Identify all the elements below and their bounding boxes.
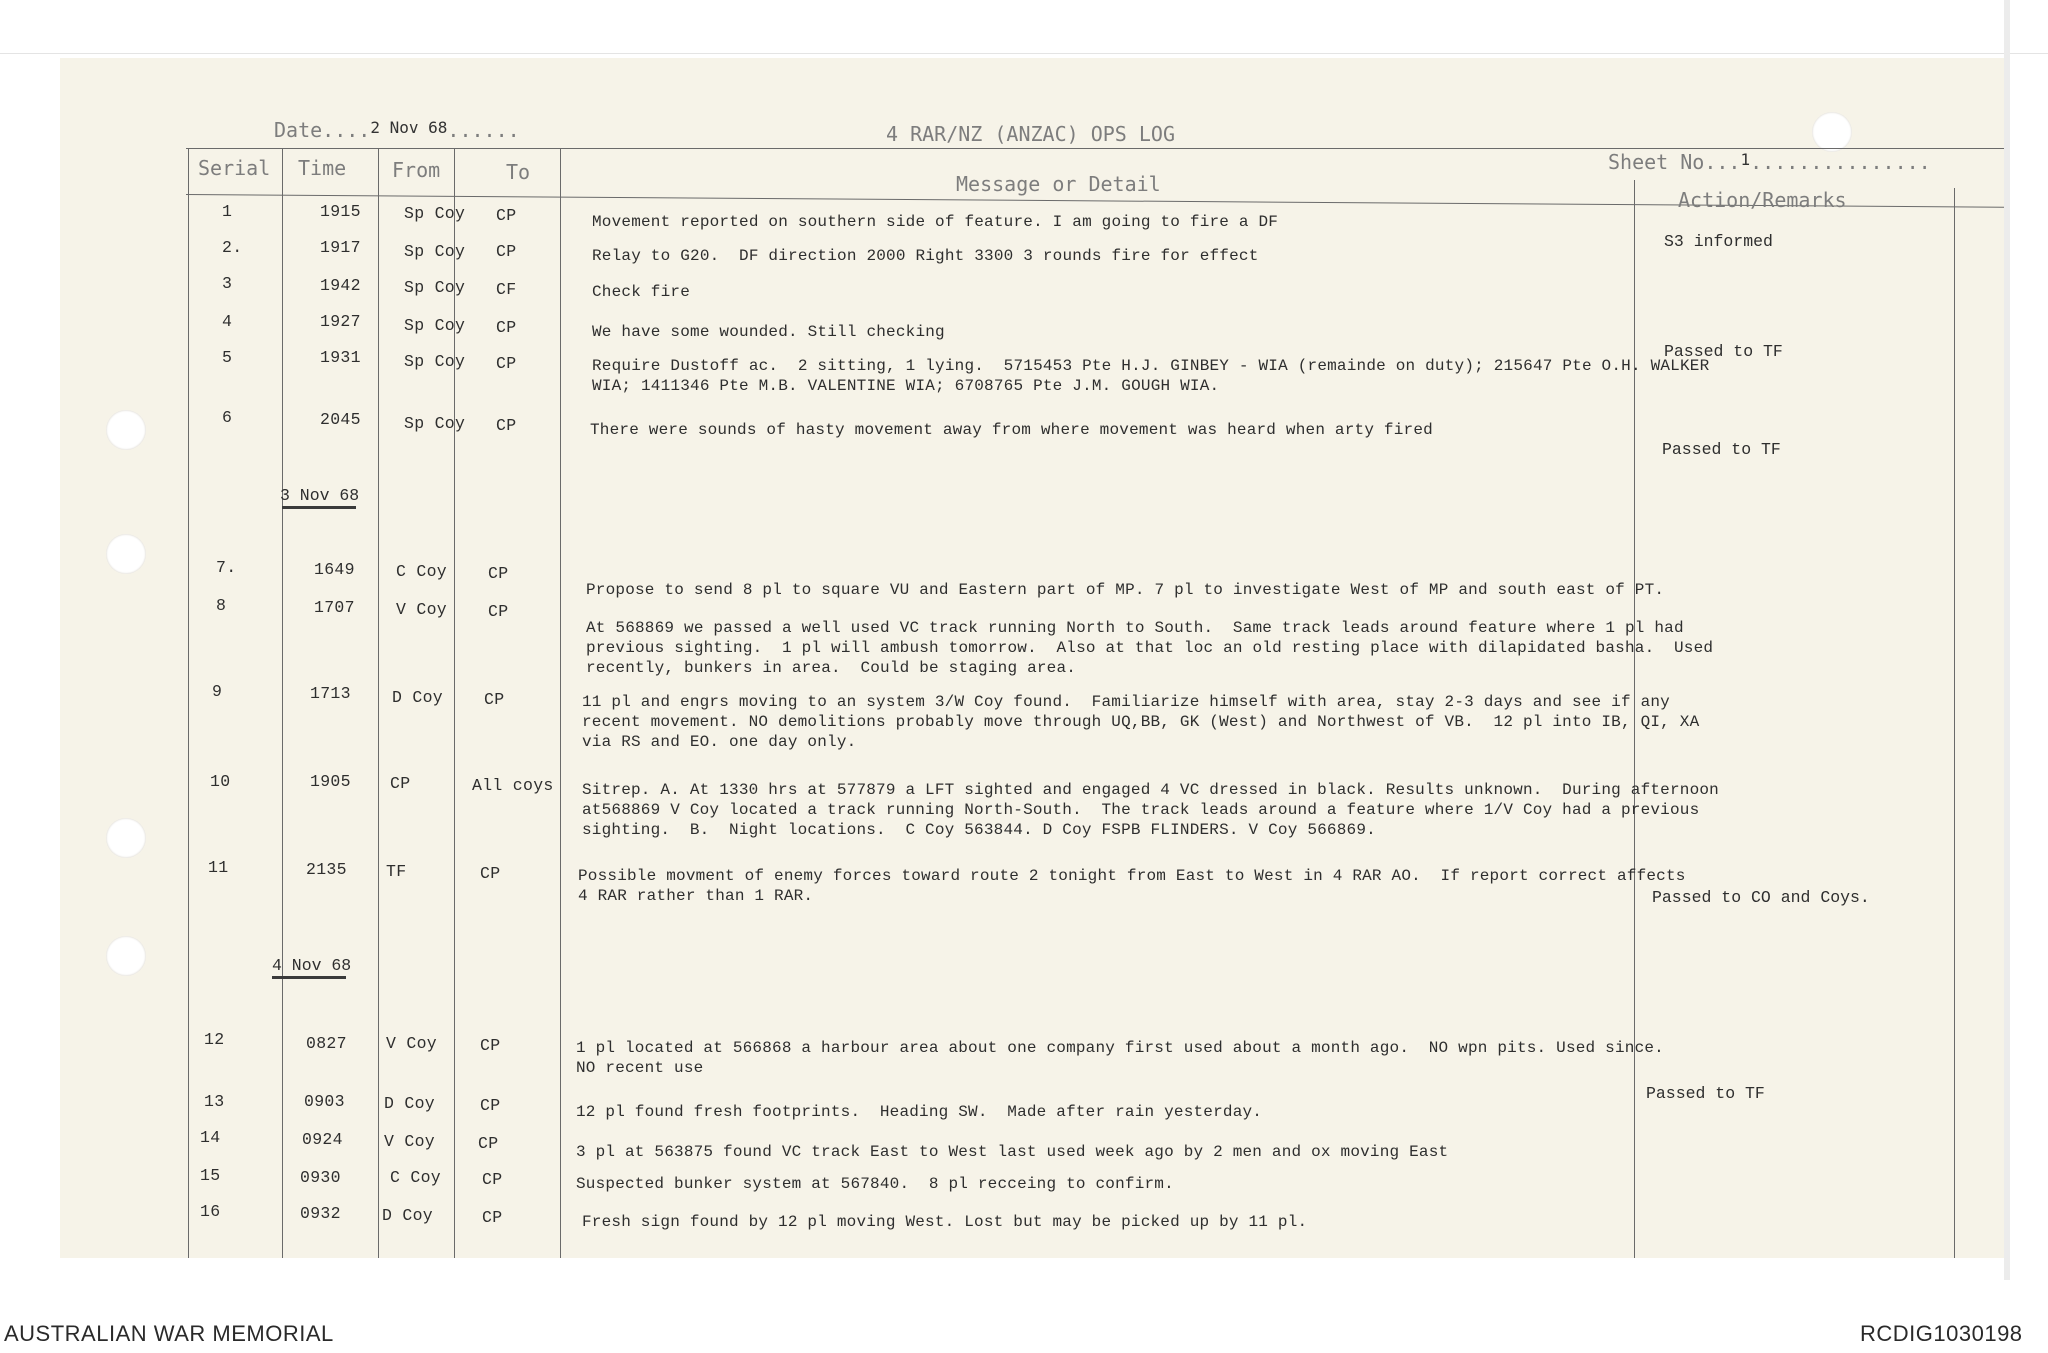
serial-cell: 2. bbox=[222, 238, 243, 257]
from-cell: V Coy bbox=[396, 600, 448, 619]
column-rule bbox=[1954, 188, 1955, 1258]
message-cell: Check fire bbox=[592, 283, 691, 301]
remarks-cell: Passed to TF bbox=[1662, 440, 1781, 459]
time-cell: 0930 bbox=[300, 1168, 341, 1187]
to-cell: CP bbox=[484, 690, 505, 709]
remarks-cell: Passed to TF bbox=[1664, 342, 1783, 361]
to-cell: CP bbox=[482, 1170, 503, 1189]
column-rule bbox=[560, 148, 561, 1258]
to-cell: CP bbox=[496, 242, 517, 261]
to-cell: CF bbox=[496, 280, 517, 299]
to-cell: All coys bbox=[472, 776, 554, 795]
sheet-label: Sheet No. bbox=[1608, 150, 1717, 174]
to-cell: CP bbox=[480, 864, 501, 883]
punch-hole bbox=[106, 818, 146, 858]
message-cell: Movement reported on southern side of feature. I am going to fire a DF bbox=[592, 213, 1279, 231]
sheet-value: 1 bbox=[1740, 150, 1751, 169]
time-cell: 1713 bbox=[310, 684, 351, 703]
col-header-from: From bbox=[392, 158, 441, 182]
time-cell: 0924 bbox=[302, 1130, 343, 1149]
from-cell: D Coy bbox=[384, 1094, 436, 1113]
subheading-underline bbox=[272, 976, 346, 979]
from-cell: Sp Coy bbox=[404, 204, 466, 223]
from-cell: Sp Coy bbox=[404, 242, 466, 261]
serial-cell: 1 bbox=[222, 202, 233, 221]
message-cell: Possible movment of enemy forces toward route 2 tonight from East to West in 4 RAR AO. If report correct affects 4 RAR rather than 1 RAR. bbox=[578, 867, 1686, 905]
from-cell: CP bbox=[390, 774, 411, 793]
punch-hole bbox=[106, 410, 146, 450]
remarks-cell: Passed to CO and Coys. bbox=[1652, 888, 1870, 907]
message-cell: There were sounds of hasty movement away from where movement was heard when arty fired bbox=[590, 421, 1433, 439]
serial-cell: 7. bbox=[216, 558, 237, 577]
serial-cell: 3 bbox=[222, 274, 233, 293]
date-label: Date. bbox=[274, 118, 335, 142]
time-cell: 0932 bbox=[300, 1204, 341, 1223]
message-cell: 1 pl located at 566868 a harbour area about one company first used about a month ago. NO wpn pits. Used since. NO recent use bbox=[576, 1039, 1664, 1077]
to-cell: CP bbox=[496, 354, 517, 373]
col-header-serial: Serial bbox=[198, 156, 271, 180]
from-cell: C Coy bbox=[396, 562, 448, 581]
column-rule bbox=[282, 148, 283, 1258]
serial-cell: 10 bbox=[210, 772, 231, 791]
from-cell: D Coy bbox=[382, 1206, 434, 1225]
message-cell: Suspected bunker system at 567840. 8 pl recceing to confirm. bbox=[576, 1175, 1174, 1193]
time-cell: 2135 bbox=[306, 860, 347, 879]
remarks-cell: Passed to TF bbox=[1646, 1084, 1765, 1103]
col-header-message: Message or Detail bbox=[956, 172, 1161, 196]
serial-cell: 4 bbox=[222, 312, 233, 331]
scan-border-line bbox=[0, 53, 2048, 54]
column-rule bbox=[378, 148, 379, 1258]
to-cell: CP bbox=[478, 1134, 499, 1153]
time-cell: 1915 bbox=[320, 202, 361, 221]
serial-cell: 13 bbox=[204, 1092, 225, 1111]
from-cell: Sp Coy bbox=[404, 316, 466, 335]
date-subheading: 3 Nov 68 bbox=[280, 486, 360, 505]
from-cell: Sp Coy bbox=[404, 414, 466, 433]
date-subheading: 4 Nov 68 bbox=[272, 956, 352, 975]
serial-cell: 14 bbox=[200, 1128, 221, 1147]
table-top-rule bbox=[186, 148, 2004, 149]
to-cell: CP bbox=[488, 564, 509, 583]
serial-cell: 12 bbox=[204, 1030, 225, 1049]
punch-hole bbox=[1812, 112, 1852, 152]
message-cell: Propose to send 8 pl to square VU and Eastern part of MP. 7 pl to investigate West of MP and south east of PT. bbox=[586, 581, 1665, 599]
message-cell: Relay to G20. DF direction 2000 Right 3300 3 rounds fire for effect bbox=[592, 247, 1259, 265]
from-cell: V Coy bbox=[386, 1034, 438, 1053]
to-cell: CP bbox=[480, 1096, 501, 1115]
serial-cell: 11 bbox=[208, 858, 229, 877]
date-field: Date....$^{2 Nov 68}$...... bbox=[274, 118, 520, 142]
from-cell: Sp Coy bbox=[404, 278, 466, 297]
message-cell: 11 pl and engrs moving to an system 3/W Coy found. Familiarize himself with area, stay 2-3 days and see if any recent movement. NO demolitions probably move through UQ,BB, GK (West) and Northwest of VB. 12 pl into IB, QI, XA via RS and EO. one day only. bbox=[582, 693, 1700, 751]
to-cell: CP bbox=[496, 318, 517, 337]
punch-hole bbox=[106, 936, 146, 976]
time-cell: 0903 bbox=[304, 1092, 345, 1111]
date-value: 2 Nov 68 bbox=[370, 118, 448, 137]
to-cell: CP bbox=[488, 602, 509, 621]
message-cell: 3 pl at 563875 found VC track East to West last used week ago by 2 men and ox moving East bbox=[576, 1143, 1449, 1161]
from-cell: C Coy bbox=[390, 1168, 442, 1187]
message-cell: At 568869 we passed a well used VC track running North to South. Same track leads around feature where 1 pl had previous sighting. 1 pl will ambush tomorrow. Also at that loc an old resting place with dilapidated basha. Used recently, bunkers in area. Could be staging area. bbox=[586, 619, 1714, 677]
col-header-remarks: Action/Remarks bbox=[1678, 188, 1847, 212]
serial-cell: 8 bbox=[216, 596, 227, 615]
from-cell: Sp Coy bbox=[404, 352, 466, 371]
serial-cell: 6 bbox=[222, 408, 233, 427]
time-cell: 0827 bbox=[306, 1034, 347, 1053]
time-cell: 1707 bbox=[314, 598, 355, 617]
message-cell: Fresh sign found by 12 pl moving West. Lost but may be picked up by 11 pl. bbox=[582, 1213, 1308, 1231]
col-header-to: To bbox=[506, 160, 531, 184]
message-cell: 12 pl found fresh footprints. Heading SW. Made after rain yesterday. bbox=[576, 1103, 1263, 1121]
serial-cell: 16 bbox=[200, 1202, 221, 1221]
paper-edge bbox=[2004, 0, 2010, 1280]
page-title: 4 RAR/NZ (ANZAC) OPS LOG bbox=[886, 122, 1175, 146]
footer-institution: AUSTRALIAN WAR MEMORIAL bbox=[4, 1321, 334, 1346]
message-cell: Require Dustoff ac. 2 sitting, 1 lying. 5715453 Pte H.J. GINBEY - WIA (remainde on duty); 215647 Pte O.H. WALKER WIA; 1411346 Pte M.B. VALENTINE WIA; 6708765 Pte J.M. GOUGH WIA. bbox=[592, 357, 1710, 395]
to-cell: CP bbox=[480, 1036, 501, 1055]
time-cell: 1917 bbox=[320, 238, 361, 257]
serial-cell: 15 bbox=[200, 1166, 221, 1185]
from-cell: V Coy bbox=[384, 1132, 436, 1151]
col-header-time: Time bbox=[298, 156, 347, 180]
from-cell: D Coy bbox=[392, 688, 444, 707]
column-rule bbox=[188, 148, 189, 1258]
footer-catalogue-id: RCDIG1030198 bbox=[1860, 1321, 2023, 1346]
time-cell: 2045 bbox=[320, 410, 361, 429]
time-cell: 1927 bbox=[320, 312, 361, 331]
time-cell: 1931 bbox=[320, 348, 361, 367]
serial-cell: 5 bbox=[222, 348, 233, 367]
time-cell: 1649 bbox=[314, 560, 355, 579]
message-cell: We have some wounded. Still checking bbox=[592, 323, 945, 341]
time-cell: 1942 bbox=[320, 276, 361, 295]
punch-hole bbox=[106, 534, 146, 574]
to-cell: CP bbox=[496, 416, 517, 435]
remarks-cell: S3 informed bbox=[1664, 232, 1773, 251]
column-rule bbox=[454, 148, 455, 1258]
sheet-number-field: Sheet No...$^1$............... bbox=[1608, 150, 1931, 174]
ops-log-sheet bbox=[60, 58, 2004, 1258]
time-cell: 1905 bbox=[310, 772, 351, 791]
to-cell: CP bbox=[496, 206, 517, 225]
subheading-underline bbox=[282, 506, 356, 509]
message-cell: Sitrep. A. At 1330 hrs at 577879 a LFT sighted and engaged 4 VC dressed in black. Results unknown. During afternoon at568869 V Coy located a track running North-South. The track leads around a feature where 1/V Coy had a previous sighting. B. Night locations. C Coy 563844. D Coy FSPB FLINDERS. V Coy 566869. bbox=[582, 781, 1719, 839]
serial-cell: 9 bbox=[212, 682, 223, 701]
from-cell: TF bbox=[386, 862, 407, 881]
to-cell: CP bbox=[482, 1208, 503, 1227]
